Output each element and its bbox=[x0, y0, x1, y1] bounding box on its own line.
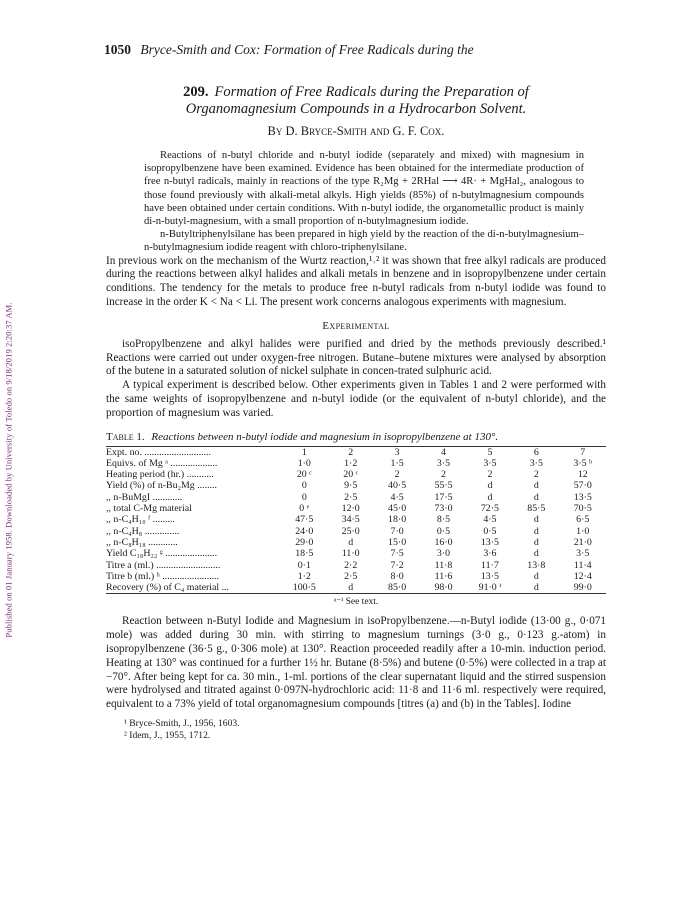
paper-title-line1: Formation of Free Radicals during the Preparation of bbox=[214, 84, 529, 100]
table-cell: 2·2 bbox=[344, 559, 358, 571]
table-cell: 40·5 bbox=[388, 480, 407, 492]
running-head bbox=[104, 42, 606, 58]
table-cell: 85·0 bbox=[374, 582, 420, 594]
row-label: Yield (%) of n-Bu₂Mg ........ bbox=[106, 480, 217, 492]
row-label: ,, n-C₄H₁₀ ᶠ ......... bbox=[106, 514, 175, 526]
table-cell: 2·5 bbox=[344, 570, 358, 582]
download-notice-text: Published on 01 January 1958. Downloaded by University of Toledo on 9/18/2019 2:20:37 AM. bbox=[4, 302, 15, 638]
table-cell: 70·5 bbox=[573, 503, 592, 515]
row-label: ,, n-BuMgI ............ bbox=[106, 491, 183, 503]
procedure-paragraph: Reaction between n-Butyl Iodide and Magnesium in isoPropylbenzene.—n-Butyl iodide (13·00 g., 0·071 mole) was added during 30 min. with stirring to magnesium turnings (3·0 g., 0·123 g.-atom) in isopropylbenzene (36·5 g., 0·306 mole) at 130°. Reaction proceeded readily after a 10-min. induction period. Heating at 130° was continued for a further 1½ hr. Butane (8·5%) and butene (0·5%) were collected in a trap at −70°. After being kept for ca. 30 min., 1-ml. portions of the clear supernatant liquid and the stirred suspension were hydrolysed and titrated against 0·097N-hydrochloric acid: 11·8 and 11·6 ml. respectively were required, equivalent to a 73% yield of total organomagnesium compounds [titres (a) and (b) in the Tables]. Iodine bbox=[106, 615, 606, 711]
table-cell: 99·0 bbox=[560, 582, 606, 594]
table-cell: 1·2 bbox=[344, 457, 358, 469]
table-cell: 0·5 bbox=[436, 525, 451, 537]
table-cell: d bbox=[533, 525, 539, 537]
table-cell: d bbox=[487, 480, 493, 492]
table-cell: 2 bbox=[327, 446, 373, 458]
table-label: Table 1. bbox=[106, 430, 145, 443]
paper-title bbox=[106, 84, 606, 118]
table-row bbox=[106, 446, 606, 458]
table-cell: 13·5 bbox=[573, 491, 592, 503]
table-cell: 11·0 bbox=[341, 548, 360, 560]
row-label: ,, n-C₄H₈ .............. bbox=[106, 525, 180, 537]
table-cell: 24·0 bbox=[295, 525, 314, 537]
row-label: Titre b (ml.) ʰ ....................... bbox=[106, 570, 220, 582]
table-cell: 98·0 bbox=[420, 582, 466, 594]
table-cell: 3·5 bbox=[436, 457, 451, 469]
table-cell: 11·7 bbox=[481, 559, 499, 571]
table-cell: 57·0 bbox=[573, 480, 592, 492]
table-cell: 5 bbox=[467, 446, 513, 458]
table-cell: 13·8 bbox=[527, 559, 546, 571]
table-caption bbox=[106, 431, 606, 443]
table-cell: 85·5 bbox=[527, 503, 546, 515]
table-cell: d bbox=[348, 536, 354, 548]
table-cell: 12·0 bbox=[341, 503, 360, 515]
intro-paragraph: In previous work on the mechanism of the Wurtz reaction,¹˒² it was shown that free alkyl radicals are produced during the reactions between alkyl halides and alkali metals in benzene and in isopropylbenzene under certain conditions. The tendency for the metals to produce free n-butyl radicals from n-butyl iodide was found to increase in the order K < Na < Li. The present work concerns analogous experiments with magnesium. bbox=[106, 254, 606, 309]
row-label: ,, n-C₈H₁₈ ............ bbox=[106, 536, 178, 548]
table-cell: 6·5 bbox=[576, 514, 590, 526]
table-cell: 0 bbox=[301, 491, 307, 503]
table-cell: 3 bbox=[374, 446, 420, 458]
table-cell: 8·5 bbox=[436, 514, 451, 526]
table-cell: 7 bbox=[560, 446, 606, 458]
table-cell: 20 ᶜ bbox=[296, 469, 312, 481]
page-number: 1050 bbox=[104, 42, 131, 57]
table-cell: 2 bbox=[394, 469, 400, 481]
table-cell: 18·0 bbox=[388, 514, 407, 526]
table-cell: 8·0 bbox=[390, 570, 404, 582]
experimental-paragraph: A typical experiment is described below. Other experiments given in Tables 1 and 2 were performed with the same weights of isopropylbenzene and n-butyl iodide (or the equivalent of n-butyl chloride), and the proportion of magnesium was varied. bbox=[106, 379, 606, 419]
table-cell: 1·5 bbox=[390, 457, 404, 469]
table-cell: 0 ᵉ bbox=[299, 503, 310, 515]
table-cell: 4·5 bbox=[483, 514, 497, 526]
table-cell: 47·5 bbox=[295, 514, 314, 526]
table-cell: 3·5 bbox=[483, 457, 497, 469]
table-row bbox=[106, 503, 606, 514]
references bbox=[106, 718, 606, 742]
reference-item: ¹ Bryce-Smith, J., 1956, 1603. bbox=[124, 718, 240, 730]
row-label: Recovery (%) of C₄ material ... bbox=[106, 582, 281, 594]
table-cell: 0·1 bbox=[297, 559, 311, 571]
table-cell: 55·5 bbox=[434, 480, 453, 492]
table-cell: 1·2 bbox=[297, 570, 311, 582]
table-cell: 11·8 bbox=[434, 559, 453, 571]
table-cell: 2 bbox=[441, 469, 446, 481]
row-label: Yield C₁₈H₂₂ ᵍ ..................... bbox=[106, 548, 218, 560]
table-cell: 1·0 bbox=[576, 525, 590, 537]
table-cell: 0·5 bbox=[483, 525, 497, 537]
experimental-paragraph: isoPropylbenzene and alkyl halides were purified and dried by the methods previously described.¹ Reactions were carried out under oxygen-free nitrogen. Butane–butene mixtures were analysed by absorption of the butene in a saturated solution of nickel sulphate in concen-trated sulphuric acid. bbox=[106, 337, 606, 378]
table-cell: d bbox=[487, 491, 493, 503]
table-row bbox=[106, 526, 606, 537]
table-cell: 21·0 bbox=[573, 536, 592, 548]
table-row bbox=[106, 582, 606, 594]
table-cell: d bbox=[533, 491, 539, 503]
table-row bbox=[106, 571, 606, 582]
download-notice bbox=[0, 120, 18, 820]
paper-title-line2: Organomagnesium Compounds in a Hydrocarbon Solvent. bbox=[185, 101, 527, 117]
abstract bbox=[144, 149, 584, 255]
table-cell: 4 bbox=[420, 446, 466, 458]
table-cell: 73·0 bbox=[434, 503, 453, 515]
table-cell: 3·0 bbox=[436, 548, 451, 560]
table-cell: 3·5 bbox=[529, 457, 543, 469]
abstract-paragraph: Reactions of n-butyl chloride and n-butyl iodide (separately and mixed) with magnesium in isopropylbenzene have been examined. Evidence has been obtained for the intermediate production of free n-butyl radicals, mainly in reactions of the type R₂Mg + 2RHal ⟶ 4R· + MgHal₂, analogous to those found previously with alkali-metal alkyls. High yields (85%) of n-butylmagnesium compounds have been obtained under certain conditions. With n-butyl iodide, the organometallic product is mainly di-n-butyl-magnesium, with a small proportion of n-butylmagnesium iodide. bbox=[144, 150, 584, 228]
table-row bbox=[106, 480, 606, 491]
table-cell: 7·2 bbox=[390, 559, 404, 571]
table-cell: 45·0 bbox=[388, 503, 407, 515]
table-cell: 6 bbox=[513, 446, 559, 458]
table-cell: 2 bbox=[533, 469, 539, 481]
table-cell: 29·0 bbox=[295, 536, 314, 548]
results-table bbox=[106, 446, 606, 595]
table-cell: 20 ᶜ bbox=[343, 469, 359, 481]
table-footnote: ᵃ⁻ⁱ See text. bbox=[333, 597, 379, 608]
table-row bbox=[106, 560, 606, 571]
table-cell: 72·5 bbox=[480, 503, 499, 515]
table-cell: 12 bbox=[577, 469, 588, 481]
row-label: Expt. no. ........................... bbox=[106, 446, 281, 458]
table-cell: d bbox=[533, 514, 539, 526]
table-cell: 7·5 bbox=[390, 548, 404, 560]
table-row bbox=[106, 514, 606, 525]
table-cell: 11·4 bbox=[573, 559, 592, 571]
table-cell: d bbox=[533, 536, 539, 548]
table-cell: 15·0 bbox=[388, 536, 407, 548]
table-row bbox=[106, 537, 606, 548]
table-cell: 13·5 bbox=[480, 570, 499, 582]
table-cell: 12·4 bbox=[573, 570, 592, 582]
table-row bbox=[106, 458, 606, 469]
table-cell: 11·6 bbox=[434, 570, 453, 582]
table-cell: 17·5 bbox=[434, 491, 453, 503]
table-row bbox=[106, 492, 606, 503]
table-cell: 2·5 bbox=[344, 491, 358, 503]
table-cell: 0 bbox=[301, 480, 307, 492]
row-label: Titre a (ml.) .......................... bbox=[106, 559, 221, 571]
table-cell: 100·5 bbox=[281, 582, 327, 594]
table-cell: d bbox=[513, 582, 559, 594]
table-cell: 18·5 bbox=[295, 548, 314, 560]
table-cell: 2 bbox=[487, 469, 493, 481]
table-cell: 3·6 bbox=[483, 548, 497, 560]
table-cell: 13·5 bbox=[480, 536, 499, 548]
table-cell: 91·0 ⁱ bbox=[467, 582, 513, 594]
table-cell: 1·0 bbox=[297, 457, 311, 469]
authors: By D. Bryce-Smith and G. F. Cox. bbox=[267, 124, 445, 138]
table-cell: 16·0 bbox=[434, 536, 453, 548]
table-title: Reactions between n-butyl iodide and magnesium in isopropylbenzene at 130°. bbox=[151, 430, 499, 443]
table-row bbox=[106, 469, 606, 480]
table-cell: d bbox=[533, 570, 539, 582]
section-heading-experimental: Experimental bbox=[322, 319, 390, 332]
table-cell: 9·5 bbox=[344, 480, 358, 492]
reference-item: ² Idem, J., 1955, 1712. bbox=[124, 730, 211, 742]
table-cell: d bbox=[533, 480, 539, 492]
table-cell: 4·5 bbox=[390, 491, 404, 503]
table-row bbox=[106, 548, 606, 559]
row-label: Heating period (hr.) ........... bbox=[106, 469, 214, 481]
table-cell: d bbox=[327, 582, 373, 594]
table-cell: 1 bbox=[281, 446, 327, 458]
abstract-paragraph: n-Butyltriphenylsilane has been prepared in high yield by the reaction of the di-n-butylmagnesium–n-butylmagnesium iodide reagent with chloro-triphenylsilane. bbox=[144, 229, 584, 254]
running-head-title: Bryce-Smith and Cox: Formation of Free Radicals during the bbox=[140, 42, 474, 57]
paper-number: 209. bbox=[183, 84, 209, 100]
article-body bbox=[106, 255, 606, 742]
table-cell: 3·5 bbox=[576, 548, 590, 560]
row-label: Equivs. of Mg ᵃ ................... bbox=[106, 457, 218, 469]
table-cell: 3·5 ᵇ bbox=[573, 457, 593, 469]
table-cell: 7·0 bbox=[390, 525, 404, 537]
table-cell: d bbox=[533, 548, 539, 560]
table-cell: 25·0 bbox=[341, 525, 360, 537]
table-cell: 34·5 bbox=[341, 514, 360, 526]
journal-page bbox=[106, 42, 606, 742]
row-label: ,, total C-Mg material bbox=[106, 503, 192, 515]
